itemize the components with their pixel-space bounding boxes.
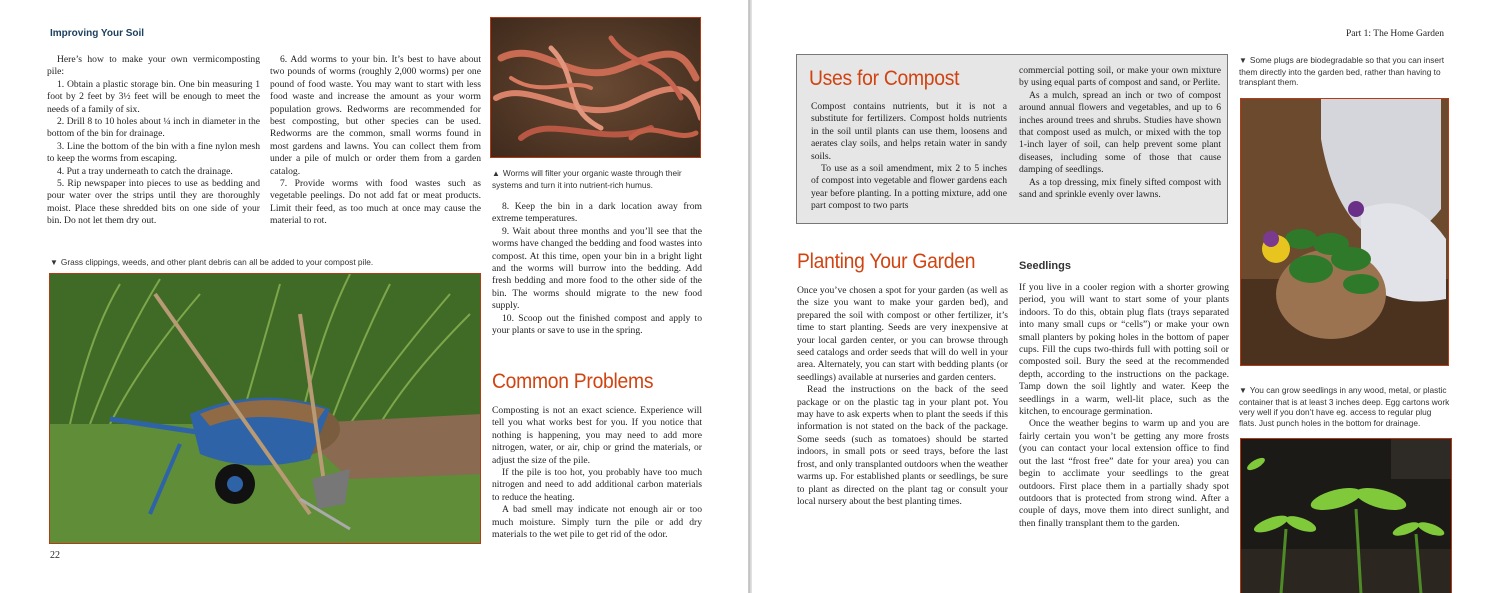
- seedlings-heading: Seedlings: [1019, 260, 1071, 272]
- step-9: 9. Wait about three months and you’ll see that the worms have changed the bedding and food wastes into compost. At this time, open your bin in a bright light and the worms will burrow into the bedding. Add fresh bedding and more food to the other side of the bin. The worms should migrate to the new food supply.: [492, 225, 702, 312]
- page-number-left: 22: [50, 550, 60, 561]
- running-head-right: Part 1: The Home Garden: [1346, 29, 1444, 39]
- worms-caption: [492, 168, 707, 190]
- caption-text: Worms will filter your organic waste through their systems and turn it into nutrient-rich humus.: [492, 168, 682, 190]
- step-7: 7. Provide worms with food wastes such as vegetable peelings. Do not add fat or meat products. Limit their feed, as too much at once may cause the material to rot.: [270, 178, 481, 227]
- paragraph: Read the instructions on the back of the seed package or on the plastic tag in your plant pot. You may have to ask experts when to plant the seeds if this information is not stated on the back of the package. Some seeds (such as tomatoes) should be started indoors, in small pots or seed trays, before the last frost, and only transplanted outdoors when the weather warms up. For established plants or seedlings, be sure to plant as directed on the plant tag or consult your local nursery about the best planting times.: [797, 384, 1009, 507]
- paragraph: As a top dressing, mix finely sifted compost with sand and sprinkle evenly over lawns.: [1019, 176, 1221, 201]
- caption-marker-down-icon: ▼: [50, 258, 58, 267]
- step-10: 10. Scoop out the finished compost and apply to your plants or save to use in the spring.: [492, 312, 702, 337]
- uses-for-compost-sidebar: [796, 54, 1228, 224]
- paragraph: Once the weather begins to warm up and you are fairly certain you won’t be getting any more frosts (you can contact your local extension office to find out the last “frost free” date for your area) you can begin to acclimate your seedlings to the great outdoors. First place them in a partially shady spot outdoors that is protected from strong wind. After a couple of days, move them into direct sunlight, and then finally transplant them to the garden.: [1019, 418, 1229, 529]
- step-4: 4. Put a tray underneath to catch the drainage.: [57, 165, 233, 177]
- sidebar-col1: [811, 101, 1007, 213]
- plugs-caption: [1239, 55, 1451, 88]
- sidebar-heading: Uses for Compost: [809, 67, 960, 90]
- seedlings-body: [1019, 282, 1229, 530]
- seedlings-photo: [1240, 438, 1452, 593]
- sidebar-col2: [1019, 65, 1221, 201]
- planting-body: [797, 285, 1008, 508]
- left-page: [0, 0, 748, 593]
- step-6: 6. Add worms to your bin. It’s best to have about two pounds of worms (roughly 2,000 worms) per one pound of food waste. You may want to start with less food waste and increase the amount as your worm population grows. Redworms are recommended for best composting, but other species can be used. Redworms are the common, small worms found in most gardens and lawns. You can collect them from under a pile of mulch or order them from a garden catalog.: [270, 54, 481, 177]
- common-problems-body: [492, 405, 702, 541]
- step-8: 8. Keep the bin in a dark location away from extreme temperatures.: [492, 201, 702, 225]
- grass-caption: [50, 257, 480, 269]
- caption-text: You can grow seedlings in any wood, metal, or plastic container that is at least 3 inches deep. Egg cartons work very well if you don’t have eg. access to regular plug flats. Just punch holes in the bottom for drainage.: [1239, 385, 1450, 428]
- step-3: 3. Line the bottom of the bin with a fine nylon mesh to keep the worms from escaping.: [47, 140, 260, 165]
- paragraph: If you live in a cooler region with a shorter growing period, you will want to start some of your plants indoors. To do this, obtain plug flats (trays separated into many small cups or “cells”) or make your own small planters by poking holes in the bottom of paper cups. Fill the cups two-thirds full with potting soil or composted soil. Bury the seed at the recommended depth, according to the instructions on the package. Tamp down the soil lightly and water. Keep the seedlings in a warm, well-lit place, such as the kitchen, to encourage germination.: [1019, 282, 1229, 418]
- step-1: 1. Obtain a plastic storage bin. One bin measuring 1 foot by 2 feet by 3½ feet will be enough to meet the needs of a family of six.: [47, 78, 260, 115]
- paragraph: As a mulch, spread an inch or two of compost around annual flowers and vegetables, and up to 6 inches around trees and shrubs. Studies have shown that compost used as mulch, or mixed with the top 1-inch layer of soil, can help prevent some plant diseases, including some of those that cause damping of seedlings.: [1019, 89, 1221, 176]
- caption-marker-down-icon: ▼: [1239, 56, 1247, 65]
- vermicompost-steps-col3: [492, 201, 702, 337]
- paragraph: Once you’ve chosen a spot for your garden (as well as the size you want to make your garden bed), and prepared the soil with compost or other fertilizer, it’s time to start planting. Seeds are very inexpensive at your local garden center, or you can browse through seed catalogs and order seeds that will do well in your area. Alternately, you can start with bedding plants (or seedlings) available at nurseries and garden centers.: [797, 285, 1008, 383]
- paragraph: A bad smell may indicate not enough air or too much moisture. Simply turn the pile or add dry materials to the wet pile to get rid of the odor.: [492, 504, 702, 541]
- running-head-left: Improving Your Soil: [50, 28, 145, 39]
- common-problems-heading: Common Problems: [492, 370, 654, 393]
- paragraph: To use as a soil amendment, mix 2 to 5 inches of compost into vegetable and flower gardens each year before planting. In a potting mixture, add one part compost to two parts: [811, 163, 1007, 212]
- planting-heading: Planting Your Garden: [797, 250, 976, 273]
- paragraph: commercial potting soil, or make your own mixture by using equal parts of compost and sand, or Perlite.: [1019, 65, 1221, 89]
- paragraph: Here’s how to make your own vermicomposting pile:: [47, 54, 260, 78]
- worms-photo: [490, 17, 701, 158]
- paragraph: Composting is not an exact science. Experience will tell you what works best for you. If you notice that nothing is happening, you may need to add more nitrogen, water, or air, chip or grind the materials, or adjust the size of the pile.: [492, 405, 702, 466]
- vermicompost-steps-col1: [47, 54, 260, 228]
- paragraph: If the pile is too hot, you probably have too much nitrogen and need to add additional carbon materials to reduce the heating.: [492, 467, 702, 503]
- caption-marker-up-icon: ▲: [492, 169, 500, 178]
- vermicompost-steps-col2: [270, 54, 481, 228]
- right-page: [752, 0, 1500, 593]
- step-5: 5. Rip newspaper into pieces to use as bedding and pour water over the strips until they are thoroughly moist. Place these shredded bits on one side of your bin. Do not let them dry out.: [47, 178, 260, 227]
- step-2: 2. Drill 8 to 10 holes about ¼ inch in diameter in the bottom of the bin for drainage.: [47, 116, 260, 140]
- caption-marker-down-icon: ▼: [1239, 386, 1247, 395]
- caption-text: Grass clippings, weeds, and other plant debris can all be added to your compost pile.: [60, 257, 374, 267]
- paragraph: Compost contains nutrients, but it is not a substitute for fertilizers. Compost holds nutrients in the soil until plants can use them, loosens and aerates clay soils, and helps retain water in sandy soils.: [811, 101, 1007, 162]
- container-caption: [1239, 385, 1451, 428]
- caption-text: Some plugs are biodegradable so that you can insert them directly into the garden bed, rather than having to transplant them.: [1239, 55, 1445, 87]
- wheelbarrow-photo: [49, 273, 481, 544]
- plug-planting-photo: [1240, 98, 1449, 366]
